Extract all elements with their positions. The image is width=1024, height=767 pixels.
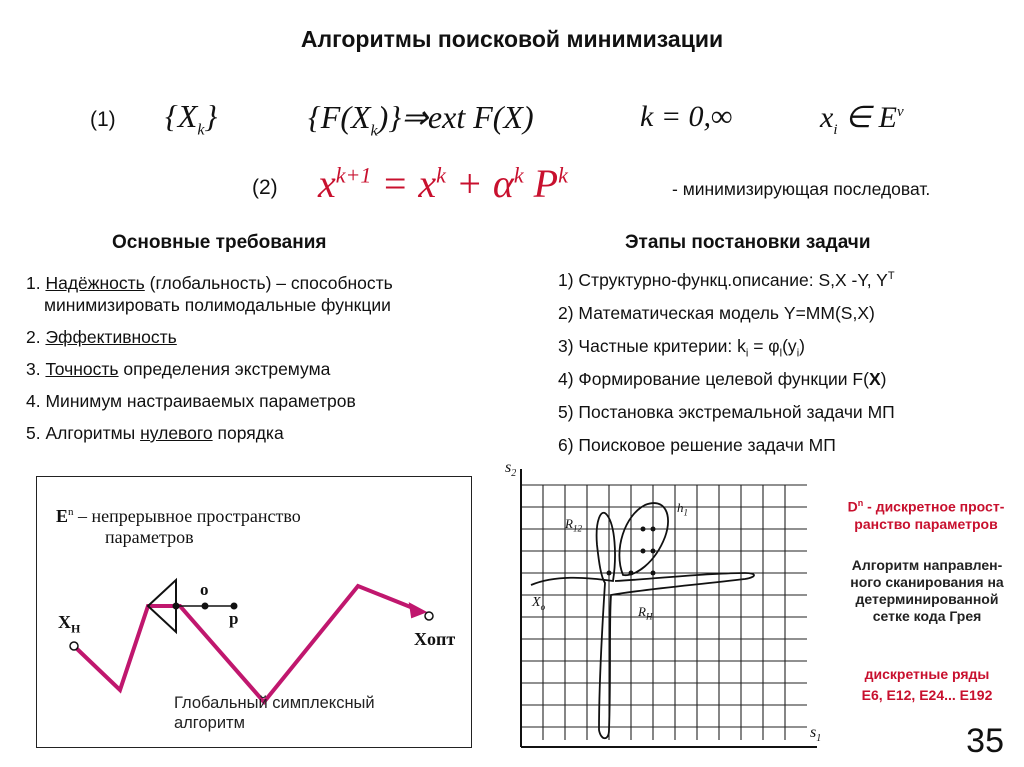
start-point-marker xyxy=(70,642,78,650)
requirement-item: 1. Надёжность (глобальность) – способность xyxy=(26,273,393,293)
grid-lines xyxy=(521,485,807,740)
requirement-item: 3. Точность определения экстремума xyxy=(26,359,331,379)
stage-item: 6) Поисковое решение задачи МП xyxy=(558,435,836,455)
start-point-label: $X_H$ xyxy=(58,612,81,636)
center-point-label: o xyxy=(200,580,209,599)
grid-scan-figure xyxy=(495,455,830,760)
simplex-caption: Глобальный симплексный алгоритм xyxy=(174,694,375,732)
stages-header: Этапы постановки задачи xyxy=(625,232,871,253)
formula1-label: (1) xyxy=(90,108,116,131)
axis-s1-label: $s_1$ xyxy=(810,724,822,745)
center-dot xyxy=(202,603,209,610)
requirement-item: 2. Эффективность xyxy=(26,327,177,347)
r12-label: $R_{12}$ xyxy=(565,516,582,534)
formula1-sequence: $\{X_k\}$ xyxy=(165,98,218,139)
formula2-expression: $x^{k+1} = x^k + \alpha^k$ $P^k$ xyxy=(318,161,568,206)
stage-item: 4) Формирование целевой функции F(X) xyxy=(558,369,887,389)
ellipse-contour xyxy=(619,503,668,575)
simplex-trajectory xyxy=(74,586,418,702)
stage-item: 3) Частные критерии: $k_i = \varphi_l(y_i)$ xyxy=(558,336,805,360)
stage-item: 2) Математическая модель Y=MM(S,X) xyxy=(558,303,875,323)
requirements-header: Основные требования xyxy=(112,232,327,253)
discrete-space-label: $D^n$ - дискретное прост- ранство параметров xyxy=(847,498,1005,532)
discrete-series-label: дискретные ряды E6, E12, E24... E192 xyxy=(861,666,993,703)
scan-algorithm-label: Алгоритм направлен- ного сканирования на детерминированной сетке кода Грея xyxy=(850,557,1004,624)
requirement-item-cont: минимизировать полимодальные функции xyxy=(44,295,391,315)
page-number: 35 xyxy=(966,722,1004,760)
vertex-dot xyxy=(173,603,180,610)
reflected-point-label: p xyxy=(229,609,239,628)
stages-list xyxy=(558,270,1018,468)
formula1-xi-domain: $x_i$ ∈ $E^\nu$ xyxy=(820,101,904,138)
arrowhead xyxy=(410,604,425,617)
x0-label: $X_o$ xyxy=(532,595,546,612)
continuous-space-label-cont: параметров xyxy=(105,527,194,547)
requirement-item: 5. Алгоритмы нулевого порядка xyxy=(26,423,284,443)
formula2-description: - минимизирующая последоват. xyxy=(672,179,931,199)
continuous-space-label: $E^n$ – непрерывное пространство xyxy=(56,506,301,526)
stage-item: 5) Постановка экстремальной задачи МП xyxy=(558,402,895,422)
rh-label: $R_H$ xyxy=(638,604,653,622)
formula2-label: (2) xyxy=(252,176,278,199)
axis-s2-label: $s_2$ xyxy=(505,459,517,480)
h1-label: $h_1$ xyxy=(677,500,688,518)
optimum-point-marker xyxy=(425,612,433,620)
optimum-label: Xопт xyxy=(414,629,456,649)
requirements-list xyxy=(26,272,526,444)
requirement-item: 4. Минимум настраиваемых параметров xyxy=(26,391,356,411)
page-title: Алгоритмы поисковой минимизации xyxy=(300,26,724,52)
stage-item: 1) Структурно-функц.описание: S,X -Y, $Y^T$ xyxy=(558,270,895,290)
formula1-k-range: k = 0,∞ xyxy=(640,100,733,133)
formula1-objective: $\{F(X_k)\}\Rightarrow ext$ F(X) xyxy=(308,99,534,140)
